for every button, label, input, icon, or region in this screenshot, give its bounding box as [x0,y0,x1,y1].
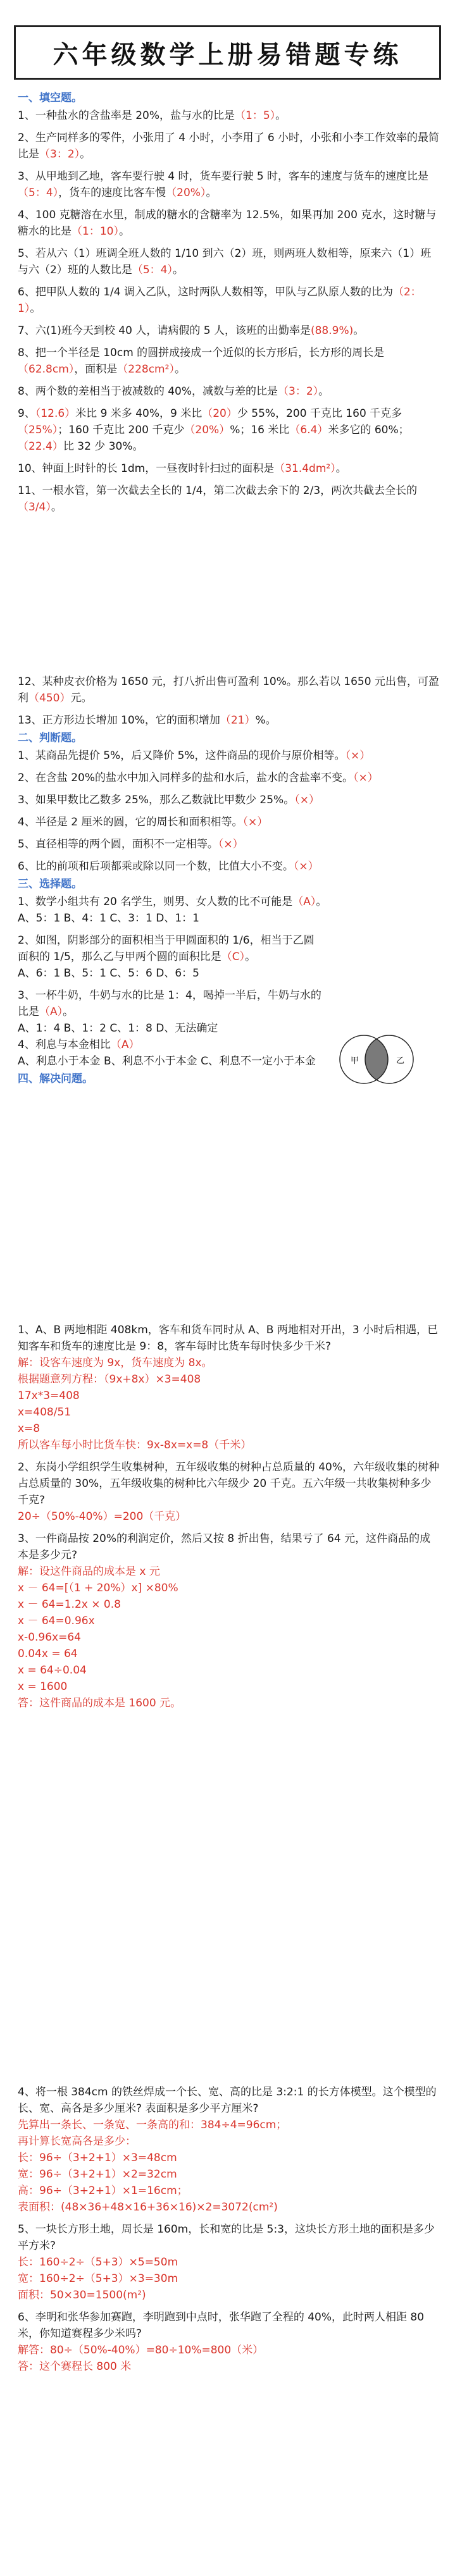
solve-step: 解：设这件商品的成本是 x 元 [18,1565,160,1578]
solve-block-1 [18,1322,440,1711]
solve-step: 表面积：(48×36+48×16+36×16)×2=3072(cm²) [18,2201,278,2214]
solve-step: x － 64=0.96x [18,1615,95,1627]
fill-question: 13、正方形边长增加 10%，它的面积增加（21）%。 [18,714,277,727]
solve-step: 面积：50×30=1500(m²) [18,2289,146,2302]
fill-question: 8、把一个半径是 10cm 的圆拼成接成一个近似的长方形后，长方形的周长是（62.8cm），面积是（228cm²）。 [18,347,385,376]
page-title: 六年级数学上册易错题专练 [53,39,402,70]
fill-question: 8、两个数的差相当于被减数的 40%，减数与差的比是（3：2）。 [18,385,330,398]
fill-question: 10、钟面上时针的长 1dm，一昼夜时针扫过的面积是（31.4dm²）。 [18,462,347,475]
choice-options: A、利息小于本金 B、利息不小于本金 C、利息不一定小于本金 [18,1055,316,1068]
title-box [14,25,441,80]
solve-question: 3、一件商品按 20%的利润定价，然后又按 8 折出售，结果亏了 64 元，这件商品的成本是多少元? [18,1532,431,1562]
choice-options: A、1：4 B、1：2 C、1：8 D、无法确定 [18,1022,218,1035]
choice-question: 4、利息与本金相比（A） [18,1038,140,1051]
fill-question: 12、某种皮衣价格为 1650 元，打八折出售可盈利 10%。那么若以 1650 元出售，可盈利（450）元。 [18,675,439,705]
fill-question: 5、若从六（1）班调全班人数的 1/10 到六（2）班，则两班人数相等，原来六（1）班与六（2）班的人数比是（5：4）。 [18,247,432,276]
solve-step: 宽：96÷（3+2+1）×2=32cm [18,2168,177,2181]
venn-label-right: 乙 [396,1056,405,1066]
solve-step: 答：这件商品的成本是 1600 元。 [18,1697,182,1710]
solve-step: 解答：80÷（50%-40%）=80÷10%=800（米） [18,2344,264,2357]
choice-options: A、5：1 B、4：1 C、3：1 D、1：1 [18,912,199,925]
solve-step: 长：160÷2÷（5+3）×5=50m [18,2256,178,2269]
solve-step: x = 64÷0.04 [18,1664,87,1677]
judge-question: 6、比的前项和后项都乘或除以同一个数，比值大小不变。（×） [18,860,319,873]
solve-step: 所以客车每小时比货车快：9x-8x=x=8（千米） [18,1439,252,1451]
fill-section [18,89,440,515]
solve-step: x － 64=1.2x × 0.8 [18,1598,121,1611]
solve-question: 4、将一根 384cm 的铁丝焊成一个长、宽、高的比是 3:2:1 的长方体模型。这个模型的长、宽、高各是多少厘米? 表面积是多少平方厘米? [18,2086,437,2115]
fill-question: 9、（12.6）米比 9 米多 40%，9 米比（20）少 55%，200 千克比 160 千克多（25%）；160 千克比 200 千克少（20%）%；16 米比（6.4）米多它的 60%；（22.4）比 32 少 30%。 [18,407,409,453]
judge-question: 3、如果甲数比乙数多 25%，那么乙数就比甲数少 25%。（×） [18,794,320,806]
solve-step: x-0.96x=64 [18,1631,81,1644]
solve-question: 6、李明和张华参加赛跑，李明跑到中点时，张华跑了全程的 40%，此时两人相距 80 米，你知道赛程多少米吗? [18,2311,425,2340]
fill-question: 1、一种盐水的含盐率是 20%，盐与水的比是（1：5）。 [18,109,287,122]
solve-step: 解：设客车速度为 9x，货车速度为 8x。 [18,1357,213,1369]
venn-svg [329,1028,424,1091]
solve-step: 再计算长宽高各是多少： [18,2135,136,2148]
solve-step: x = 1600 [18,1680,68,1693]
judge-question: 5、直径相等的两个圆，面积不一定相等。（×） [18,838,244,851]
section-heading-judge: 二、判断题。 [18,732,82,744]
section-heading-choice: 三、选择题。 [18,878,82,891]
fill-question: 3、从甲地到乙地，客车要行驶 4 时，货车要行驶 5 时，客车的速度与货车的速度比是（5：4），货车的速度比客车慢（20%）。 [18,170,429,199]
fill-question: 11、一根水管，第一次截去全长的 1/4，第二次截去余下的 2/3，两次共截去全长的（3/4）。 [18,484,418,514]
choice-question: 2、如图，阴影部分的面积相当于甲圆面积的 1/6，相当于乙圆面积的 1/5，那么乙与甲两个圆的面积比是（C）。 [18,934,315,963]
choice-question: 1、数学小组共有 20 名学生，则男、女人数的比不可能是（A）。 [18,896,327,908]
solve-step: x=408/51 [18,1406,72,1419]
solve-step: 根据题意列方程：（9x+8x）×3=408 [18,1373,201,1386]
judge-question: 2、在含盐 20%的盐水中加入同样多的盐和水后，盐水的含盐率不变。（×） [18,772,378,784]
fill-question: 2、生产同样多的零件，小张用了 4 小时，小李用了 6 小时，小张和小李工作效率的最简比是（3：2）。 [18,132,440,161]
venn-diagram [329,1028,424,1091]
judge-question: 1、某商品先提价 5%，后又降价 5%，这件商品的现价与原价相等。（×） [18,749,371,762]
choice-question: 3、一杯牛奶，牛奶与水的比是 1：4，喝掉一半后，牛奶与水的比是（A）。 [18,989,321,1018]
solve-step: 先算出一条长、一条宽、一条高的和：384÷4=96cm； [18,2119,287,2131]
fill-question: 7、六(1)班今天到校 40 人，请病假的 5 人，该班的出勤率是(88.9%)。 [18,324,365,337]
solve-question: 1、A、B 两地相距 408km，客车和货车同时从 A、B 两地相对开出，3 小时后相遇，已知客车和货车的速度比是 9：8，客车每时比货车每时快多少千米? [18,1324,439,1353]
solve-question: 5、一块长方形土地，周长是 160m，长和宽的比是 5:3，这块长方形土地的面积是多少平方米? [18,2223,435,2252]
fill-question: 6、把甲队人数的 1/4 调入乙队，这时两队人数相等，甲队与乙队原人数的比为（2：1）。 [18,286,421,315]
choice-options: A、6：1 B、5：1 C、5：6 D、6：5 [18,967,199,980]
solve-block-2 [18,2084,440,2375]
solve-step: 答：这个赛程长 800 米 [18,2360,132,2373]
section-heading-fill: 一、填空题。 [18,92,82,104]
solve-step: x － 64=[（1 + 20%）x] ×80% [18,1582,178,1594]
solve-step: 20÷（50%-40%）=200（千克） [18,1510,187,1523]
solve-step: x=8 [18,1422,41,1435]
venn-label-left: 甲 [351,1056,359,1066]
solve-step: 长：96÷（3+2+1）×3=48cm [18,2152,177,2164]
solve-question: 2、东岗小学组织学生收集树种，五年级收集的树种占总质量的 40%，六年级收集的树种占总质量的 30%，五年级收集的树种比六年级少 20 千克。五六年级一共收集树种多少千克? [18,1461,440,1507]
fill-question: 4、100 克糖溶在水里，制成的糖水的含糖率为 12.5%，如果再加 200 克水，这时糖与糖水的比是（1：10）。 [18,209,437,238]
solve-step: 高：96÷（3+2+1）×1=16cm； [18,2185,188,2197]
fill-section-continued [18,674,440,1088]
solve-step: 宽：160÷2÷（5+3）×3=30m [18,2272,178,2285]
solve-step: 0.04x = 64 [18,1648,78,1660]
solve-step: 17x*3=408 [18,1390,80,1402]
judge-question: 4、半径是 2 厘米的圆，它的周长和面积相等。（×） [18,816,268,829]
section-heading-solve: 四、解决问题。 [18,1073,93,1085]
